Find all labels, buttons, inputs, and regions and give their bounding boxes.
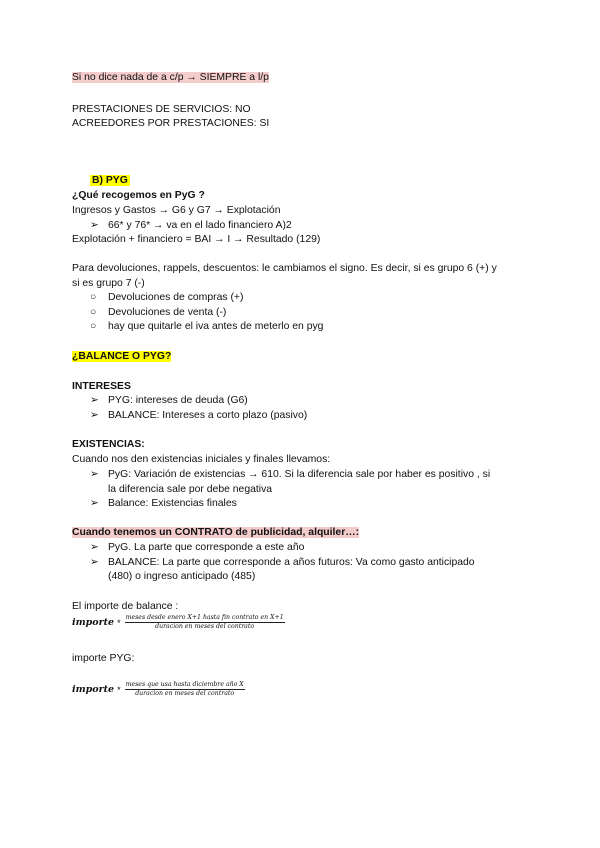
- formula-fraction: [125, 681, 245, 698]
- formula-operator: *: [117, 617, 121, 628]
- circle-bullet-icon: ○: [90, 292, 97, 303]
- dev-item-2: Devoluciones de venta (-): [108, 307, 227, 318]
- circle-bullet-icon: ○: [90, 307, 97, 318]
- acreedores-line: ACREEDORES POR PRESTACIONES: SI: [72, 118, 270, 129]
- arrow-bullet-icon: ➢: [90, 220, 99, 231]
- sidenote-line: [72, 71, 269, 85]
- existencias-intro: Cuando nos den existencias iniciales y finales llevamos:: [72, 454, 331, 465]
- balance-o-pyg-text: ¿BALANCE O PYG?: [72, 351, 172, 362]
- dev-item-1: Devoluciones de compras (+): [108, 292, 244, 303]
- formula-denominator: duracion en meses del contrato: [135, 690, 235, 697]
- balance-o-pyg-heading: [72, 350, 171, 364]
- ingresos-gastos-line: Ingresos y Gastos → G6 y G7 → Explotación: [72, 205, 281, 216]
- financiero-bullet-text: 66* y 76* → va en el lado financiero A)2: [108, 220, 292, 231]
- pyg-heading: [90, 174, 130, 188]
- formula-numerator: meses que usa hasta diciembre año X: [125, 681, 244, 688]
- contrato-heading-text: Cuando tenemos un CONTRATO de publicidad, alquiler…:: [72, 527, 360, 538]
- existencias-item-2: Balance: Existencias finales: [108, 498, 237, 509]
- devoluciones-paragraph-line2: si es grupo 7 (-): [72, 278, 145, 289]
- contrato-item-1: PyG. La parte que corresponde a este año: [108, 542, 305, 553]
- formula-fraction: [125, 614, 285, 631]
- arrow-bullet-icon: ➢: [90, 469, 99, 480]
- arrow-bullet-icon: ➢: [90, 498, 99, 509]
- existencias-heading: EXISTENCIAS:: [72, 439, 145, 450]
- pyg-heading-text: B) PYG: [92, 175, 128, 186]
- intereses-heading: INTERESES: [72, 381, 131, 392]
- formula-operator: *: [117, 684, 121, 695]
- formula-label: importe: [72, 617, 115, 628]
- balance-formula: [72, 614, 285, 631]
- devoluciones-paragraph-line1: Para devoluciones, rappels, descuentos: le cambiamos el signo. Es decir, si es grupo 6 (+) y: [72, 263, 497, 274]
- intereses-item-1: PYG: intereses de deuda (G6): [108, 395, 248, 406]
- intereses-item-2: BALANCE: Intereses a corto plazo (pasivo): [108, 410, 308, 421]
- prestaciones-line: PRESTACIONES DE SERVICIOS: NO: [72, 104, 251, 115]
- pyg-formula: [72, 681, 245, 698]
- importe-balance-label: El importe de balance :: [72, 601, 179, 612]
- contrato-item-2b: (480) o ingreso anticipado (485): [108, 571, 256, 582]
- formula-denominator: duracion en meses del contrato: [155, 623, 255, 630]
- dev-item-3: hay que quitarle el iva antes de meterlo en pyg: [108, 321, 324, 332]
- contrato-item-2a: BALANCE: La parte que corresponde a años futuros: Va como gasto anticipado: [108, 557, 475, 568]
- arrow-bullet-icon: ➢: [90, 542, 99, 553]
- formula-label: importe: [72, 684, 115, 695]
- arrow-bullet-icon: ➢: [90, 395, 99, 406]
- importe-pyg-label: importe PYG:: [72, 653, 135, 664]
- arrow-bullet-icon: ➢: [90, 557, 99, 568]
- existencias-item-1b: la diferencia sale por debe negativa: [108, 484, 273, 495]
- circle-bullet-icon: ○: [90, 321, 97, 332]
- existencias-item-1a: PyG: Variación de existencias → 610. Si la diferencia sale por haber es positivo , si: [108, 469, 491, 480]
- formula-numerator: meses desde enero X+1 hasta fin contrato en X+1: [125, 614, 284, 621]
- contrato-heading: [72, 526, 359, 540]
- que-recogemos-heading: ¿Qué recogemos en PyG ?: [72, 190, 205, 201]
- sidenote-text: Si no dice nada de a c/p → SIEMPRE a l/p: [72, 72, 269, 83]
- explotacion-line: Explotación + financiero = BAI → I → Resultado (129): [72, 234, 321, 245]
- arrow-bullet-icon: ➢: [90, 410, 99, 421]
